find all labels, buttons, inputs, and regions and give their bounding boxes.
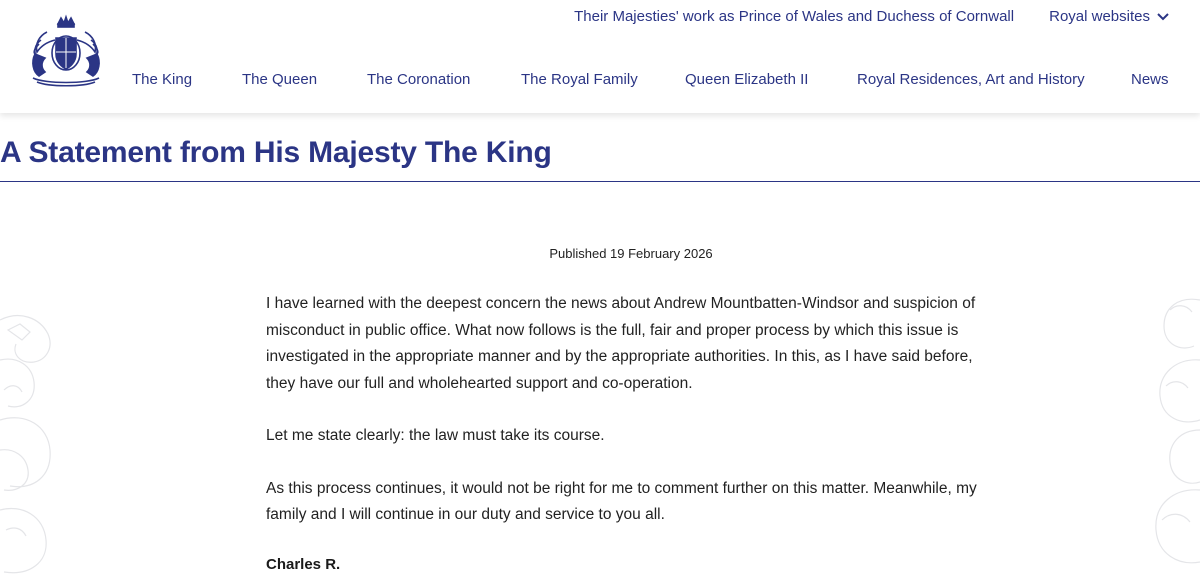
nav-item-queen-elizabeth-ii[interactable]: Queen Elizabeth II: [685, 71, 809, 88]
heraldic-unicorn-decoration-icon: [1130, 290, 1200, 585]
chevron-down-icon: [1156, 12, 1170, 22]
nav-item-the-royal-family[interactable]: The Royal Family: [521, 71, 638, 88]
nav-item-news[interactable]: News: [1131, 71, 1169, 88]
statement-paragraph: I have learned with the deepest concern the news about Andrew Mountbatten-Windsor and suspicion of misconduct in public office. What now follows is the full, fair and proper process by which this issue is investigated in the appropriate manner and by the appropriate authorities. In this, as I have said before, they have our full and wholehearted support and co-operation.: [266, 295, 976, 392]
royal-websites-label: Royal websites: [1049, 8, 1150, 25]
page-title: A Statement from His Majesty The King: [0, 136, 552, 169]
nav-item-the-coronation[interactable]: The Coronation: [367, 71, 471, 88]
statement-paragraph: Let me state clearly: the law must take its course.: [266, 427, 605, 444]
top-links: [574, 8, 1170, 25]
royal-websites-dropdown[interactable]: [1049, 8, 1170, 25]
nav-item-the-king[interactable]: The King: [132, 71, 193, 88]
site-header: [0, 0, 1200, 113]
heraldic-lion-decoration-icon: [0, 300, 60, 585]
royal-coat-of-arms-icon[interactable]: [25, 14, 107, 88]
prince-of-wales-link[interactable]: Their Majesties' work as Prince of Wales and Duchess of Cornwall: [574, 8, 1015, 25]
signature: Charles R.: [266, 556, 341, 573]
title-bar: [0, 114, 1200, 182]
statement-paragraph: As this process continues, it would not be right for me to comment further on this matter. Meanwhile, my family and I will continue in our duty and service to you all.: [266, 479, 977, 523]
nav-item-the-queen[interactable]: The Queen: [242, 71, 318, 88]
published-date: Published 19 February 2026: [549, 246, 713, 261]
nav-item-royal-residences[interactable]: Royal Residences, Art and History: [857, 71, 1085, 88]
statement-body: [266, 291, 1006, 555]
